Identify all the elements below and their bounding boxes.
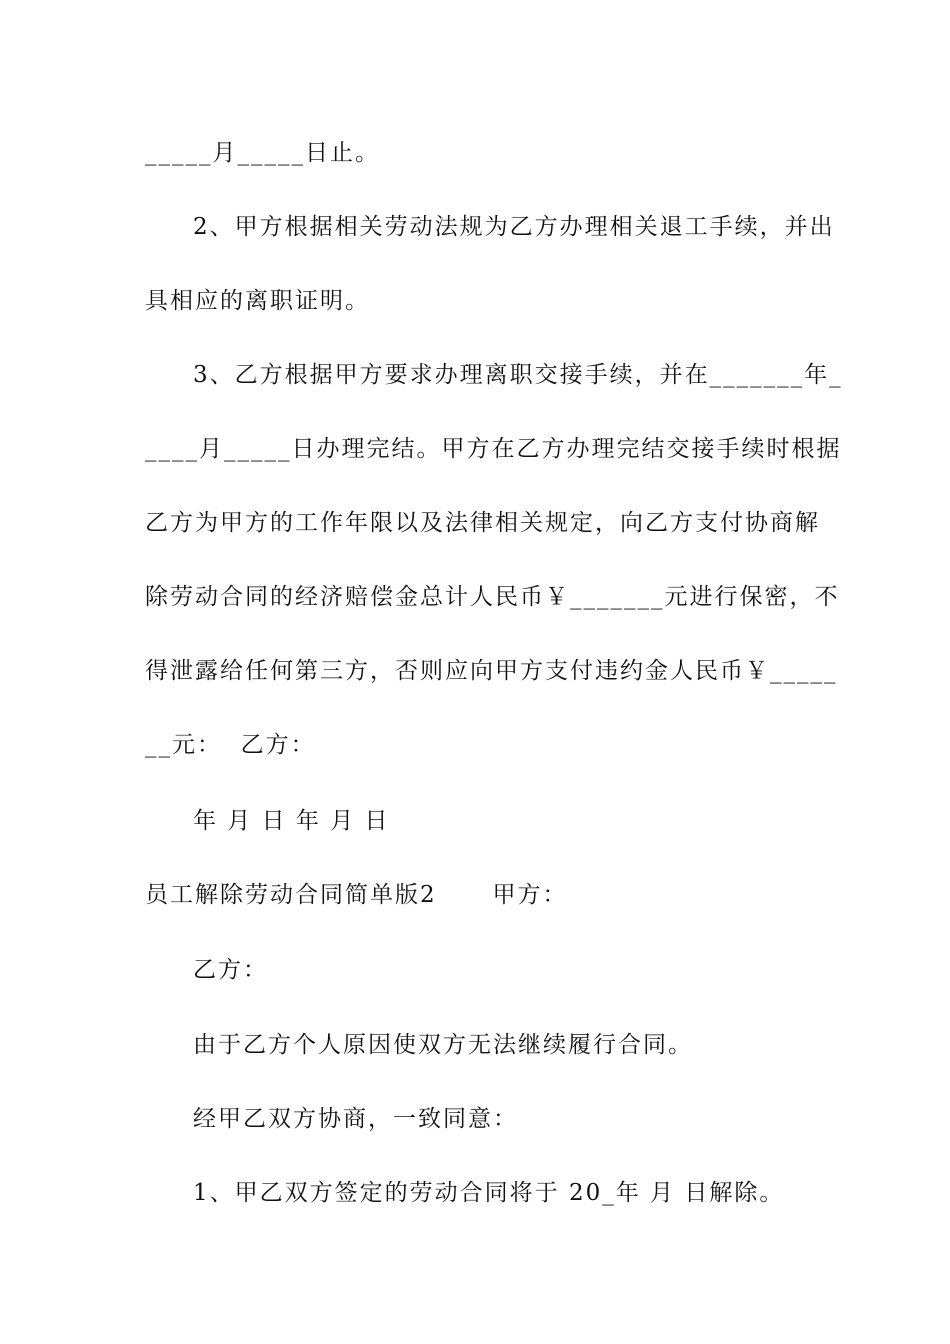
paragraph-line-9: __元： 乙方： <box>145 732 316 758</box>
paragraph-line-7: 除劳动合同的经济赔偿金总计人民币￥_______元进行保密，不 <box>145 584 840 610</box>
agreement-line: 经甲乙双方协商，一致同意： <box>193 1106 518 1132</box>
paragraph-line-6: 乙方为甲方的工作年限以及法律相关规定，向乙方支付协商解 <box>145 510 820 536</box>
clause-line-1: 1、甲乙双方签定的劳动合同将于 20_年 月 日解除。 <box>193 1180 785 1206</box>
paragraph-line-5: ____月_____日办理完结。甲方在乙方办理完结交接手续时根据 <box>145 436 842 462</box>
paragraph-line-4: 3、乙方根据甲方要求办理离职交接手续，并在_______年_ <box>193 362 843 388</box>
date-signature-line: 年 月 日 年 月 日 <box>193 808 390 834</box>
paragraph-line-2: 2、甲方根据相关劳动法规为乙方办理相关退工手续，并出 <box>193 214 835 240</box>
document-heading-line: 员工解除劳动合同简单版2 甲方： <box>145 882 568 908</box>
paragraph-line-3: 具相应的离职证明。 <box>145 288 370 314</box>
party-b-line: 乙方： <box>193 957 268 983</box>
paragraph-line-1: _____月_____日止。 <box>145 140 380 166</box>
paragraph-line-8: 得泄露给任何第三方，否则应向甲方支付违约金人民币￥_____ <box>145 658 838 684</box>
reason-line: 由于乙方个人原因使双方无法继续履行合同。 <box>193 1032 693 1058</box>
